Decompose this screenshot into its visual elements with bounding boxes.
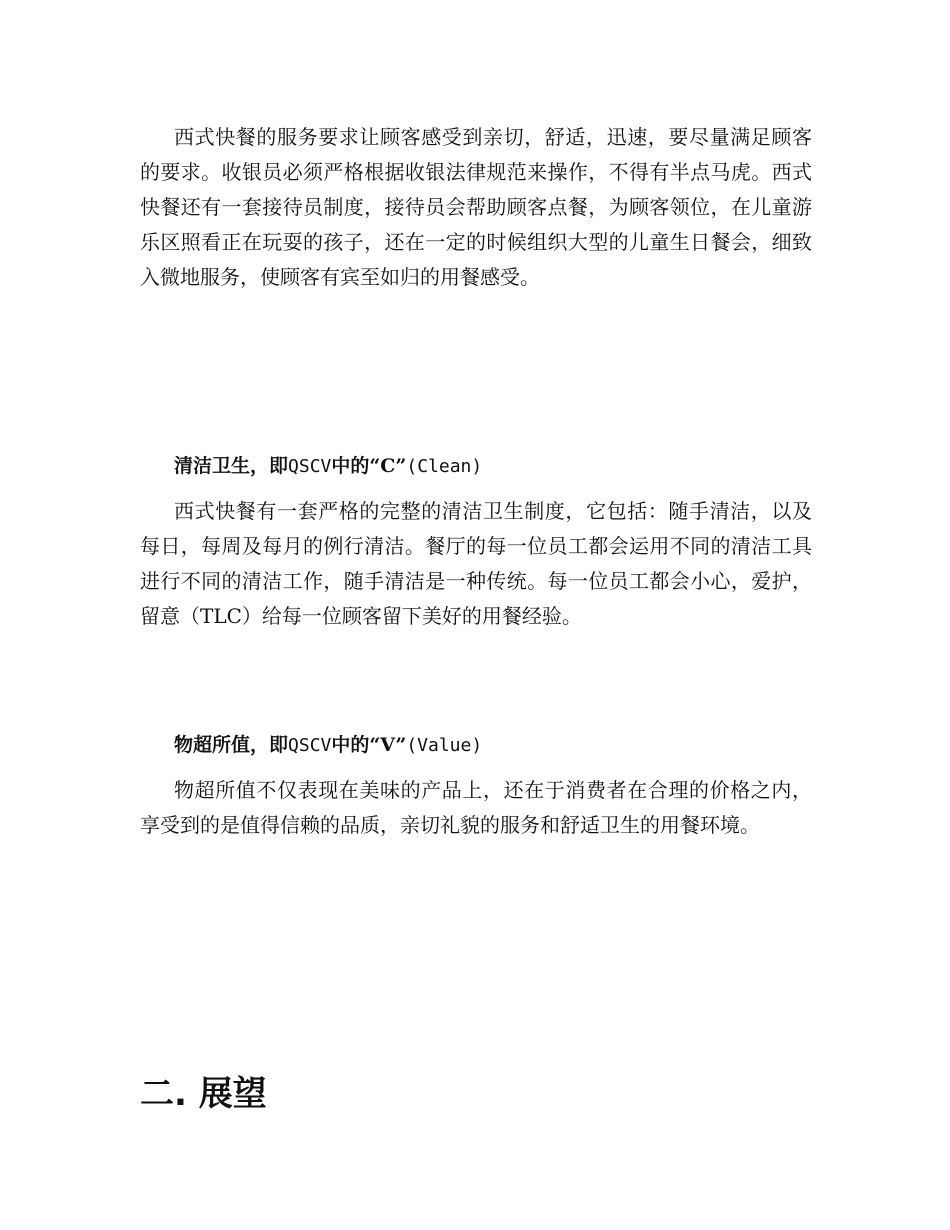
clean-heading xyxy=(174,453,482,480)
value-heading-code: QSCV xyxy=(288,735,332,756)
clean-heading-code: QSCV xyxy=(288,456,332,477)
value-heading-suffix: 中的“V” xyxy=(331,734,407,756)
value-heading-english: (Value) xyxy=(406,735,483,756)
clean-heading-prefix: 清洁卫生，即 xyxy=(174,455,289,477)
value-heading-prefix: 物超所值，即 xyxy=(174,734,289,756)
clean-heading-english: (Clean) xyxy=(406,456,483,477)
clean-heading-suffix: 中的“C” xyxy=(331,455,407,477)
value-paragraph: 物超所值不仅表现在美味的产品上，还在于消费者在合理的价格之内，享受到的是值得信赖的品质，亲切礼貌的服务和舒适卫生的用餐环境。 xyxy=(140,778,812,837)
value-heading xyxy=(174,732,482,759)
clean-paragraph: 西式快餐有一套严格的完整的清洁卫生制度，它包括：随手清洁，以及每日，每周及每月的例行清洁。餐厅的每一位员工都会运用不同的清洁工具进行不同的清洁工作，随手清洁是一种传统。每一位员工都会小心，爱护，留意（TLC）给每一位顾客留下美好的用餐经验。 xyxy=(140,499,812,628)
service-paragraph: 西式快餐的服务要求让顾客感受到亲切，舒适，迅速，要尽量满足顾客的要求。收银员必须严格根据收银法律规范来操作，不得有半点马虎。西式快餐还有一套接待员制度，接待员会帮助顾客点餐，为顾客领位，在儿童游乐区照看正在玩耍的孩子，还在一定的时候组织大型的儿童生日餐会，细致入微地服务，使顾客有宾至如归的用餐感受。 xyxy=(140,125,812,289)
chapter-title: 二. 展望 xyxy=(140,1074,267,1114)
